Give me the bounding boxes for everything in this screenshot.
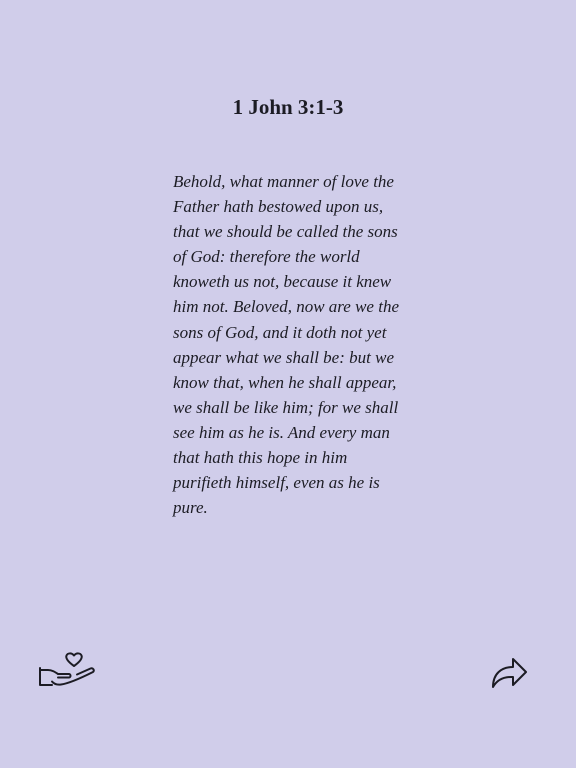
- verse-reference: 1 John 3:1-3: [232, 95, 344, 119]
- share-button[interactable]: [488, 654, 530, 690]
- verse-text: Behold, what manner of love the Father hath bestowed upon us, that we should be called the sons of God: therefore the world knoweth us not, because it knew him not. Beloved, now are we the sons of God, and it doth not yet appear what we shall be: but we know that, when he shall appear, we shall be like him; for we shall see him as he is. And every man that hath this hope in him purifieth himself, even as he is pure.: [173, 172, 399, 518]
- share-arrow-icon: [488, 654, 530, 690]
- donate-button[interactable]: [36, 648, 98, 690]
- hand-heart-icon: [36, 648, 98, 690]
